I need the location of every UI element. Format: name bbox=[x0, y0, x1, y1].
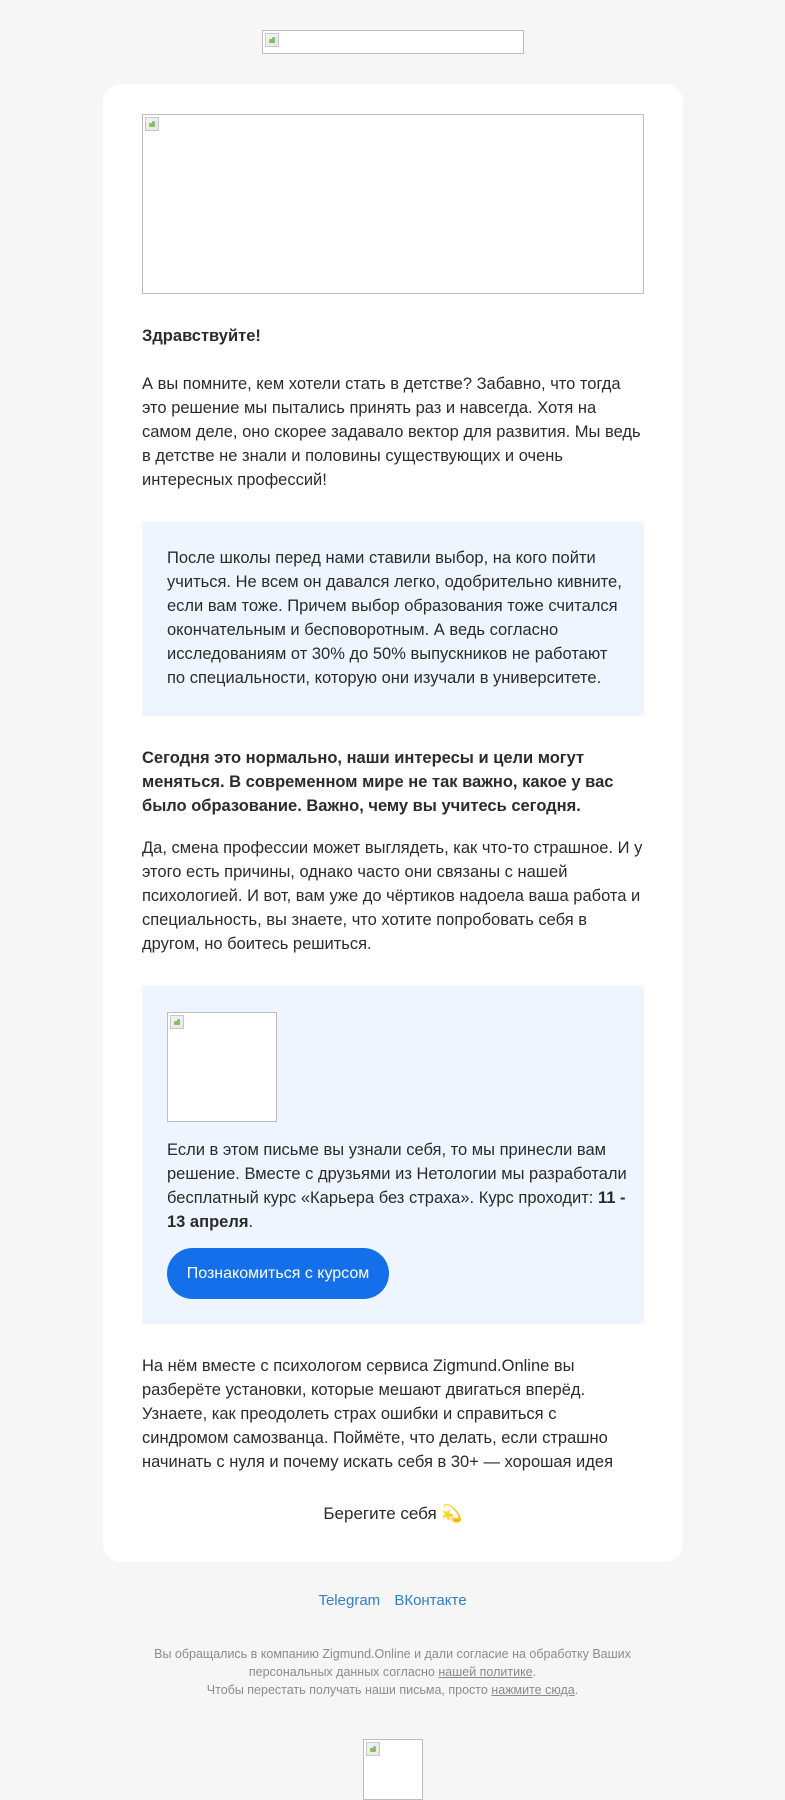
footer-consent-text: Вы обращались в компанию Zigmund.Online и дали согласие на обработку Ваших персональных данных согласно bbox=[154, 1647, 631, 1679]
callout-text: После школы перед нами ставили выбор, на кого пойти учиться. Не всем он давался легко, одобрительно кивните, если вам тоже. Причем выбор образования тоже считался окончательным и бесповоротным. А ведь согласно исследованиям от 30% до 50% выпускников не работают по специальности, которую они изучали в университете. bbox=[167, 549, 622, 687]
body-paragraph: На нём вместе с психологом сервиса Zigmund.Online вы разберёте установки, которые мешают двигаться вперёд. Узнаете, как преодолеть страх ошибки и справиться с синдромом самозванца. Поймёте, что делать, если страшно начинать с нуля и почему искать себя в 30+ — хорошая идея bbox=[142, 1357, 614, 1471]
broken-image-icon bbox=[145, 117, 159, 131]
course-text-end: . bbox=[248, 1213, 254, 1231]
footer-punct: . bbox=[574, 1683, 579, 1697]
hero-image bbox=[142, 114, 644, 294]
social-links bbox=[0, 1592, 785, 1609]
footer-legal bbox=[140, 1645, 645, 1699]
footer-unsubscribe-text: Чтобы перестать получать наши письма, просто bbox=[206, 1683, 492, 1697]
signoff: Берегите себя 💫 bbox=[323, 1504, 463, 1523]
course-button[interactable]: Познакомиться с курсом bbox=[167, 1248, 389, 1299]
broken-image-icon bbox=[265, 33, 279, 47]
course-text: Если в этом письме вы узнали себя, то мы принесли вам решение. Вместе с друзьями из Нетологии мы разработали бесплатный курс «Карьера без страха». Курс проходит: bbox=[167, 1141, 627, 1207]
greeting: Здравствуйте! bbox=[142, 327, 261, 345]
highlight-paragraph: Сегодня это нормально, наши интересы и цели могут меняться. В современном мире не так важно, какое у вас было образование. Важно, чему вы учитесь сегодня. bbox=[142, 749, 614, 815]
vk-link[interactable]: ВКонтакте bbox=[394, 1592, 467, 1609]
telegram-link[interactable]: Telegram bbox=[318, 1592, 381, 1609]
policy-link[interactable]: нашей политике bbox=[438, 1665, 533, 1679]
email-card bbox=[103, 84, 683, 1562]
course-dates: 11 - 13 апреля bbox=[167, 1189, 626, 1231]
header-logo-image bbox=[262, 30, 524, 54]
course-description bbox=[167, 1138, 627, 1234]
unsubscribe-link[interactable]: нажмите сюда bbox=[491, 1683, 575, 1697]
body-paragraph: Да, смена профессии может выглядеть, как что-то страшное. И у этого есть причины, однако часто они связаны с нашей психологией. И вот, вам уже до чёртиков надоела ваша работа и специальность, вы знаете, что хотите попробовать себя в другом, но боитесь решиться. bbox=[142, 839, 643, 953]
course-image bbox=[167, 1012, 277, 1122]
broken-image-icon bbox=[366, 1742, 380, 1756]
footer-punct: . bbox=[532, 1665, 537, 1679]
broken-image-icon bbox=[170, 1015, 184, 1029]
callout-box bbox=[142, 522, 644, 716]
bottom-logo-image bbox=[363, 1739, 423, 1800]
course-callout bbox=[142, 986, 644, 1324]
intro-paragraph: А вы помните, кем хотели стать в детстве? Забавно, что тогда это решение мы пытались принять раз и навсегда. Хотя на самом деле, оно скорее задавало вектор для развития. Мы ведь в детстве не знали и половины существующих и очень интересных профессий! bbox=[142, 375, 641, 489]
